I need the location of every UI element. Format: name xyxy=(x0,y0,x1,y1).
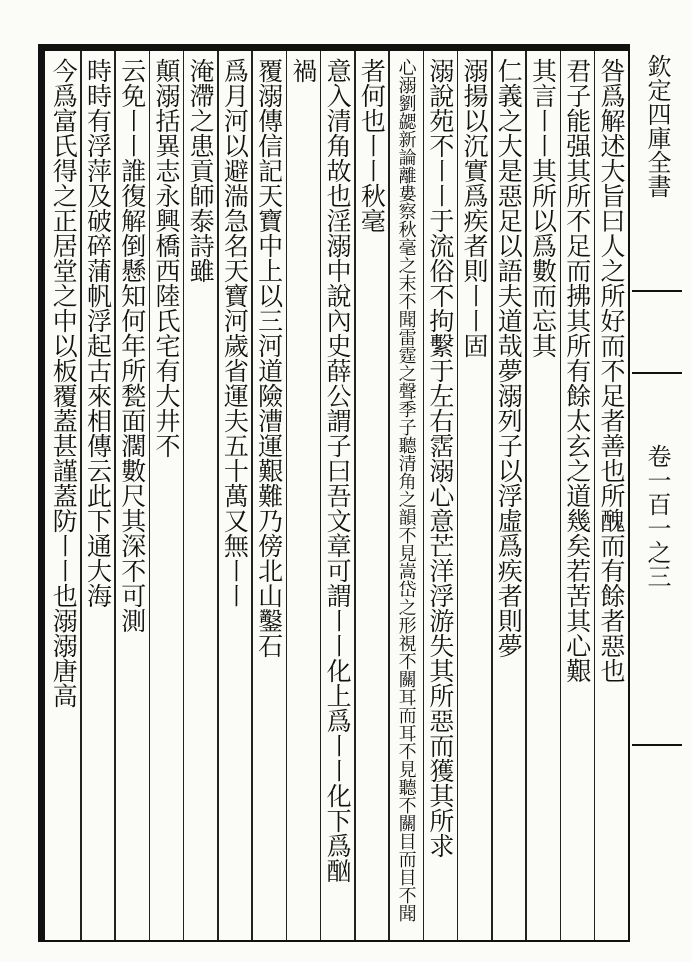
column-rule xyxy=(354,51,356,940)
column-rule xyxy=(525,51,527,940)
text-column: 仁義之大是惡足以語夫道哉夢溺列子以浮虛爲疾者則夢 xyxy=(494,58,524,658)
column-rule xyxy=(251,51,253,940)
text-column: 其言〡〡其所以爲數而忘其 xyxy=(528,58,558,358)
column-rule xyxy=(491,51,493,940)
column-rule xyxy=(457,51,459,940)
book-title: 欽定四庫全書 xyxy=(643,54,671,198)
column-rule xyxy=(149,51,151,940)
text-column: 禍 xyxy=(288,58,318,83)
column-rule xyxy=(80,51,82,940)
margin-strip xyxy=(632,44,682,942)
fish-tail-mark xyxy=(632,744,682,746)
text-column: 意入清角故也淫溺中說內史薛公謂子曰吾文章可謂〡〡化上爲〡〡化下爲酗 xyxy=(323,58,353,883)
text-column: 云免〡〡誰復解倒懸知何年所甃面濶數尺其深不可測 xyxy=(117,58,147,633)
column-rule xyxy=(594,51,596,940)
column-rule xyxy=(217,51,219,940)
text-column: 溺說苑不〡〡于流俗不拘繫于左右霑溺心意芒洋浮游失其所惡而獲其所求 xyxy=(425,58,455,858)
fish-tail-mark xyxy=(632,372,682,374)
fish-tail-mark xyxy=(632,290,682,292)
text-column: 者何也〡〡秋毫 xyxy=(357,58,387,233)
column-rule xyxy=(114,51,116,940)
text-column: 顛溺括異志永興橋西陸氏宅有大井不 xyxy=(151,58,181,458)
column-rule xyxy=(423,51,425,940)
column-rule xyxy=(388,51,390,940)
column-rule xyxy=(560,51,562,940)
text-column: 時時有浮萍及破碎蒲帆浮起古來相傳云此下通大海 xyxy=(83,58,113,608)
column-rule xyxy=(320,51,322,940)
text-column: 今爲富氏得之正居堂之中以板覆蓋甚謹蓋防〡〡也溺溺唐高 xyxy=(49,58,79,708)
volume-label: 卷一百一之三 xyxy=(643,444,671,588)
text-column: 溺揚以沉實爲疾者則〡〡固 xyxy=(460,58,490,358)
text-column: 爲月河以避湍急名天寶河歲省運夫五十萬又無〡〡 xyxy=(220,58,250,608)
text-column: 咎爲解述大旨曰人之所好而不足者善也所醜而有餘者惡也 xyxy=(596,58,626,683)
text-column: 淹滯之患貢師泰詩雖 xyxy=(186,58,216,283)
text-column: 君子能强其所不足而拂其所有餘太玄之道幾矣若苦其心艱 xyxy=(562,58,592,683)
text-column: 心溺劉勰新論離婁察秋毫之末不聞雷霆之聲季子聽清角之韻不見嵩岱之形視不關耳而耳不見聽不關目而目不聞 xyxy=(395,58,417,922)
column-rule xyxy=(183,51,185,940)
text-column: 覆溺傳信記天寶中上以三河道險漕運艱難乃傍北山鑿石 xyxy=(254,58,284,658)
column-rule xyxy=(286,51,288,940)
